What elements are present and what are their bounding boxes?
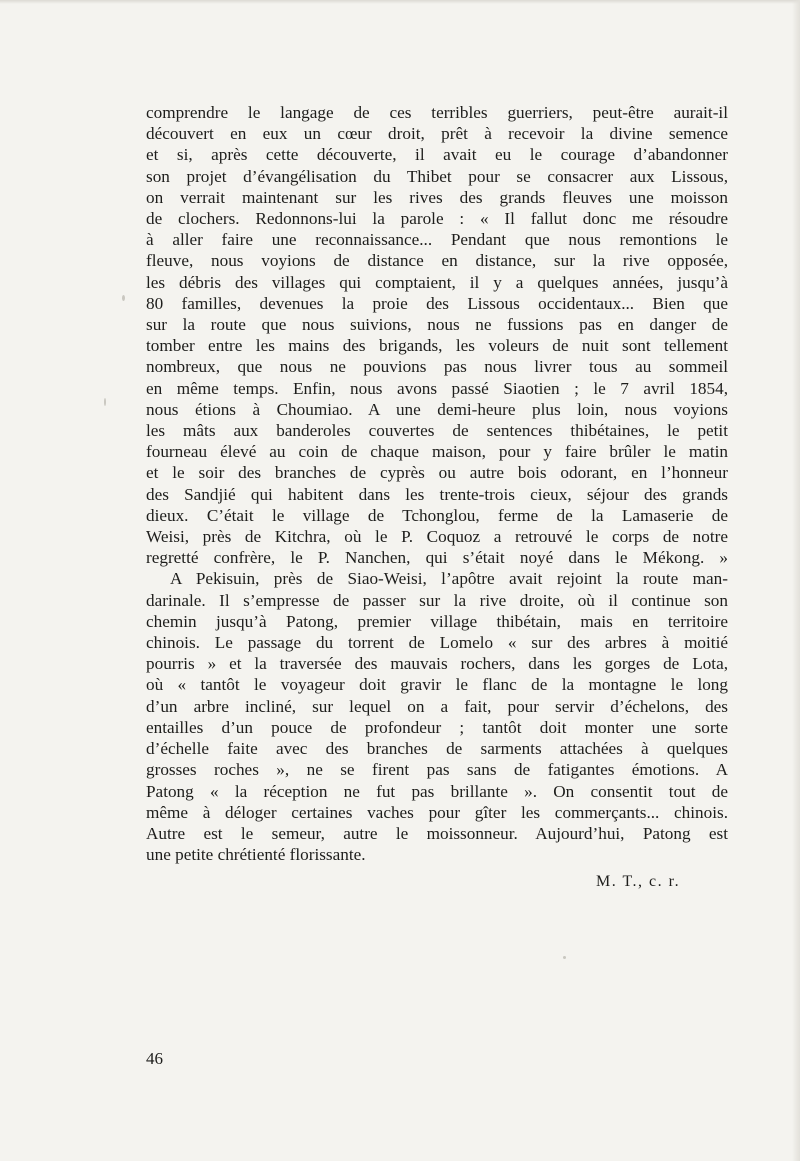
- text-line: et si, après cette découverte, il avait eu le courage d’abandonner: [146, 145, 728, 165]
- text-line: à aller faire une reconnaissance... Pendant que nous remontions le: [146, 230, 728, 250]
- text-line: chemin jusqu’à Patong, premier village thibétain, mais en territoire: [146, 611, 728, 631]
- text-line: nous étions à Choumiao. A une demi-heure plus loin, nous voyions: [146, 399, 728, 419]
- text-line: nombreux, que nous ne pouvions pas nous livrer tous au sommeil: [146, 357, 728, 377]
- text-line: d’échelle faite avec des branches de sarments attachées à quelques: [146, 739, 728, 759]
- text-line: des Sandjié qui habitent dans les trente-trois cieux, séjour des grands: [146, 484, 728, 504]
- text-line: et le soir des branches de cyprès ou autre bois odorant, en l’honneur: [146, 463, 728, 483]
- page-right-edge: [792, 0, 800, 1161]
- text-line: son projet d’évangélisation du Thibet pour se consacrer aux Lissous,: [146, 166, 728, 186]
- body-text: [146, 102, 728, 865]
- text-line: où « tantôt le voyageur doit gravir le flanc de la montagne le long: [146, 675, 728, 695]
- text-line: pourris » et la traversée des mauvais rochers, dans les gorges de Lota,: [146, 654, 728, 674]
- text-line: chinois. Le passage du torrent de Lomelo « sur des arbres à moitié: [146, 633, 728, 653]
- paper-speck: [122, 295, 125, 301]
- author-signature: M. T., c. r.: [596, 873, 681, 890]
- text-line: regretté confrère, le P. Nanchen, qui s’était noyé dans le Mékong. »: [146, 548, 728, 568]
- text-line: Autre est le semeur, autre le moissonneur. Aujourd’hui, Patong est: [146, 823, 728, 843]
- text-line: fourneau élevé au coin de chaque maison, pour y faire brûler le matin: [146, 442, 728, 462]
- text-line: comprendre le langage de ces terribles guerriers, peut-être aurait-il: [146, 103, 728, 122]
- text-line: les mâts aux banderoles couvertes de sentences thibétaines, le petit: [146, 421, 728, 441]
- page-top-edge: [0, 0, 800, 4]
- text-line: de clochers. Redonnons-lui la parole : « Il fallut donc me résoudre: [146, 209, 728, 229]
- text-line: Weisi, près de Kitchra, où le P. Coquoz a retrouvé le corps de notre: [146, 527, 728, 547]
- text-line: dieux. C’était le village de Tchonglou, ferme de la Lamaserie de: [146, 505, 728, 525]
- paper-speck: [563, 956, 566, 959]
- paper-speck: [104, 398, 106, 406]
- paragraph-last-line: une petite chrétienté florissante.: [146, 845, 366, 865]
- text-line: entailles d’un pouce de profondeur ; tantôt doit monter une sorte: [146, 717, 728, 737]
- text-line: 80 familles, devenues la proie des Lissous occidentaux... Bien que: [146, 293, 728, 313]
- text-line: fleuve, nous voyions de distance en distance, sur la rive opposée,: [146, 251, 728, 271]
- text-line: grosses roches », ne se firent pas sans de fatigantes émotions. A: [146, 760, 728, 780]
- text-line: découvert en eux un cœur droit, prêt à recevoir la divine semence: [146, 124, 728, 144]
- text-line: on verrait maintenant sur les rives des grands fleuves une moisson: [146, 187, 728, 207]
- text-line: les débris des villages qui comptaient, il y a quelques années, jusqu’à: [146, 272, 728, 292]
- text-line: en même temps. Enfin, nous avons passé Siaotien ; le 7 avril 1854,: [146, 378, 728, 398]
- text-line: darinale. Il s’empresse de passer sur la rive droite, où il continue son: [146, 590, 728, 610]
- text-line: même à déloger certaines vaches pour gîter les commerçants... chinois.: [146, 802, 728, 822]
- text-line: d’un arbre incliné, sur lequel on a fait, pour servir d’échelons, des: [146, 696, 728, 716]
- text-line: sur la route que nous suivions, nous ne fussions pas en danger de: [146, 315, 728, 335]
- page-number: 46: [146, 1049, 163, 1068]
- text-line: tomber entre les mains des brigands, les voleurs de nuit sont tellement: [146, 336, 728, 356]
- paragraph-first-line: A Pekisuin, près de Siao-Weisi, l’apôtre avait rejoint la route man-: [170, 569, 728, 589]
- text-line: Patong « la réception ne fut pas brillante ». On consentit tout de: [146, 781, 728, 801]
